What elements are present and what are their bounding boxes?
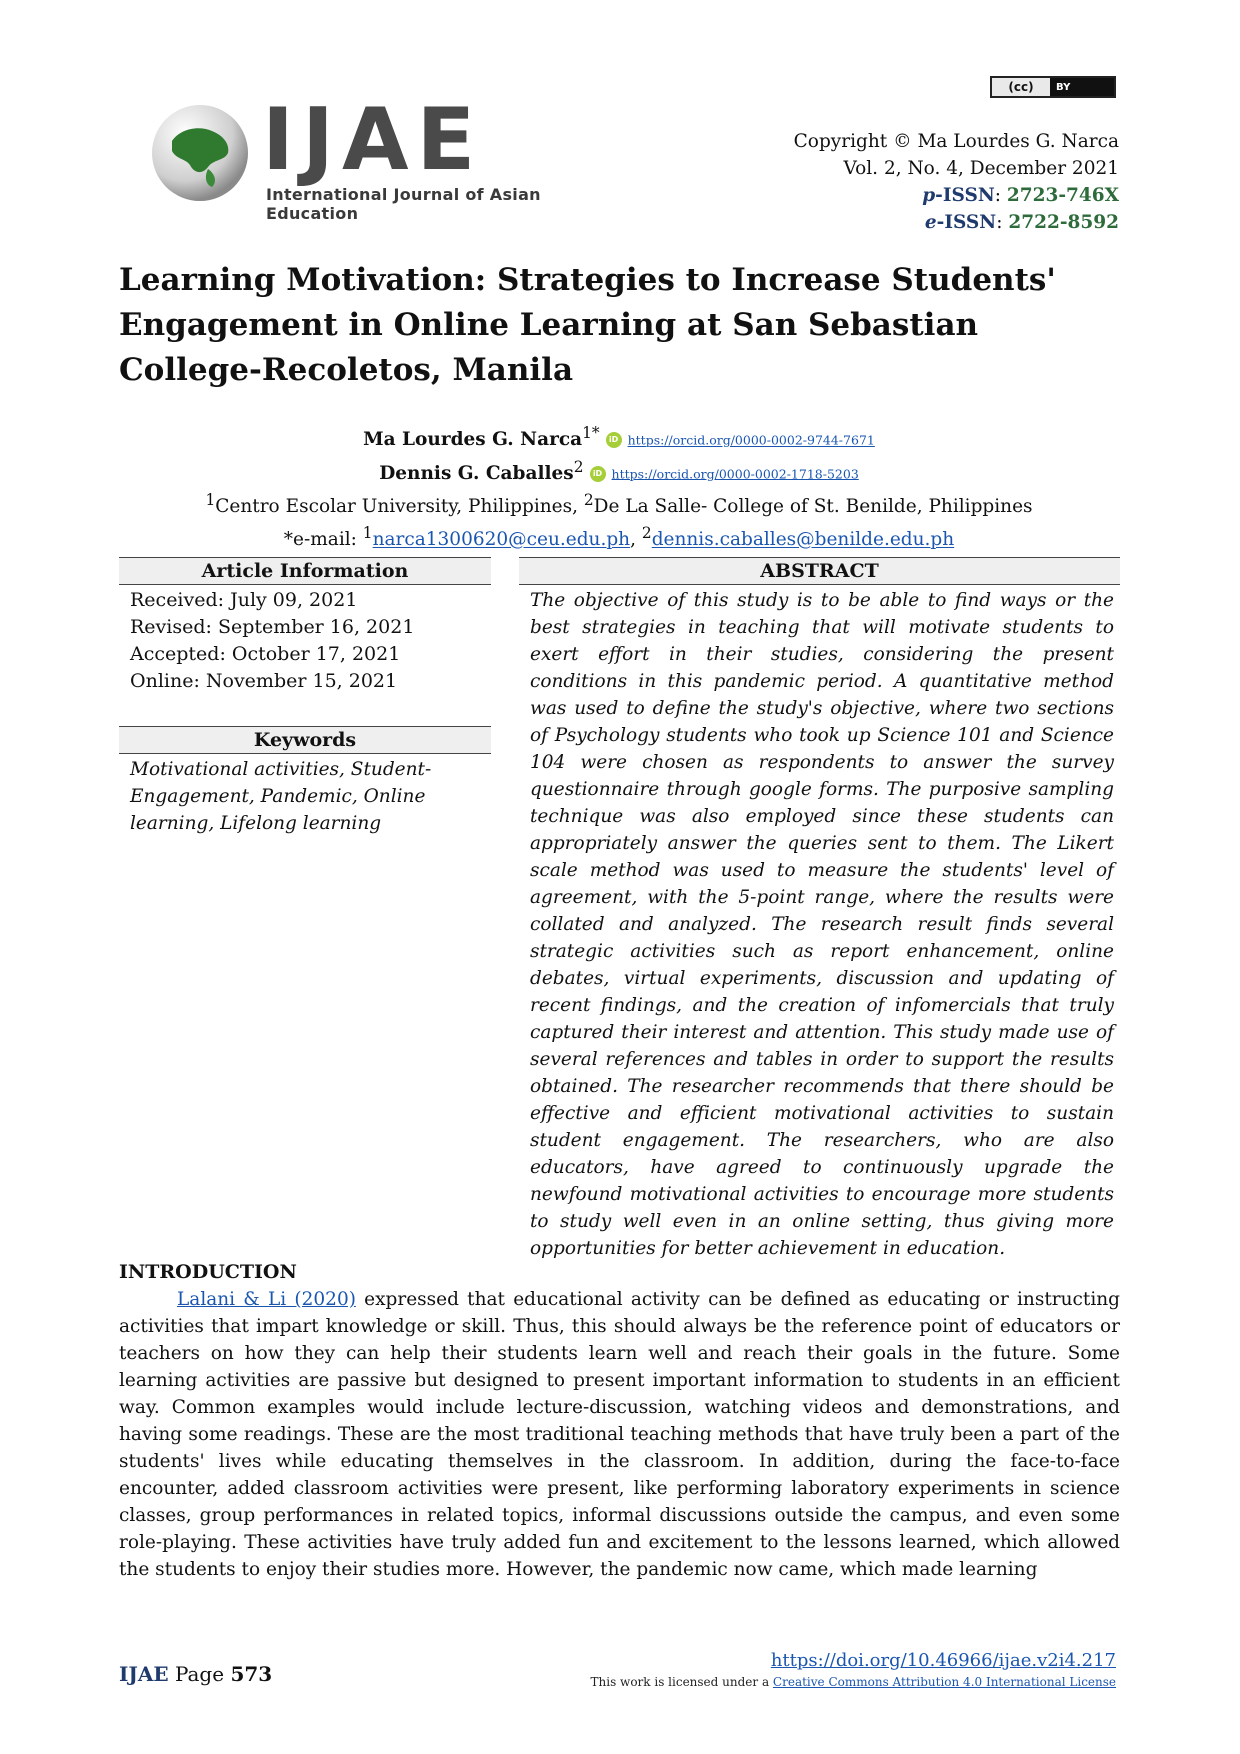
email-sup: 1 xyxy=(362,524,373,543)
author-name: Ma Lourdes G. Narca xyxy=(363,429,583,451)
abstract-panel xyxy=(519,557,1120,1262)
copyright-block xyxy=(794,128,1119,236)
author-name: Dennis G. Caballes xyxy=(379,462,574,484)
license-link[interactable]: Creative Commons Attribution 4.0 International License xyxy=(772,1675,1116,1689)
keywords-text: Motivational activities, Student-Engagement, Pandemic, Online learning, Lifelong learning xyxy=(130,759,432,834)
author-2 xyxy=(119,454,1119,488)
email-separator: , xyxy=(630,529,642,551)
received-date: Received: July 09, 2021 xyxy=(130,589,358,611)
authors-block xyxy=(119,420,1119,554)
email-link-1[interactable]: narca1300620@ceu.edu.ph xyxy=(372,529,631,551)
volume-line: Vol. 2, No. 4, December 2021 xyxy=(843,158,1119,179)
by-label: BY xyxy=(1050,78,1114,96)
page-footer xyxy=(119,1662,272,1686)
cc-icon: (cc) xyxy=(992,78,1050,96)
orcid-link[interactable]: https://orcid.org/0000-0002-9744-7671 xyxy=(627,432,875,448)
cc-by-badge[interactable] xyxy=(990,76,1116,98)
license-prefix: This work is licensed under a xyxy=(590,1675,773,1689)
affiliation-line xyxy=(119,487,1119,520)
email-line xyxy=(119,520,1119,553)
revised-date: Revised: September 16, 2021 xyxy=(130,616,415,638)
accepted-date: Accepted: October 17, 2021 xyxy=(130,643,401,665)
paper-title: Learning Motivation: Strategies to Increase Students' Engagement in Online Learning at San Sebastian College-Recoletos, Manila xyxy=(119,262,1056,388)
email-sup: 2 xyxy=(641,524,652,543)
email-link-2[interactable]: dennis.caballes@benilde.edu.ph xyxy=(651,529,955,551)
abstract-heading: ABSTRACT xyxy=(519,557,1120,585)
abstract-text: The objective of this study is to be able to find ways or the best strategies in teaching that will motivate students to exert effort in their studies, considering the present conditions in this pandemic period. A quantitative method was used to define the study's objective, where two sections of Psychology students who took up Science 101 and Science 104 were chosen as respondents to answer the survey questionnaire through google forms. The purposive sampling technique was also employed since these students can appropriately answer the queries sent to them. The Likert scale method was used to measure the students' level of agreement, with the 5-point range, where the results were collated and analyzed. The research result finds several strategic activities such as report enhancement, online debates, virtual experiments, discussion and updating of recent findings, and the creation of infomercials that truly captured their interest and attention. This study made use of several references and tables in order to support the results obtained. The researcher recommends that there should be effective and efficient motivational activities to sustain student engagement. The researchers, who are also educators, have agreed to continuously upgrade the newfound motivational activities to encourage more students to study well even in an online setting, thus giving more opportunities for better achievement in education. xyxy=(530,590,1114,1259)
keywords-heading: Keywords xyxy=(119,726,491,754)
email-label: *e-mail: xyxy=(283,529,363,551)
journal-wordmark: IJAE xyxy=(262,90,484,190)
article-info-heading: Article Information xyxy=(119,557,491,585)
page-number: 573 xyxy=(230,1662,273,1686)
affiliation-1: Centro Escolar University, Philippines, xyxy=(215,496,584,518)
p-issn-line: p-ISSN: 2723-746X xyxy=(922,185,1119,206)
p-issn-prefix: p xyxy=(922,185,936,206)
introduction-paragraph xyxy=(119,1286,1120,1583)
copyright-line: Copyright © Ma Lourdes G. Narca xyxy=(793,131,1119,152)
author-1 xyxy=(119,420,1119,454)
article-info-panel xyxy=(119,557,491,837)
license-line xyxy=(591,1675,1117,1689)
footer-journal: IJAE xyxy=(119,1662,169,1686)
e-issn-line: e-ISSN: 2722-8592 xyxy=(924,212,1119,233)
introduction-heading: INTRODUCTION xyxy=(119,1261,297,1283)
e-issn-value: 2722-8592 xyxy=(1008,212,1119,233)
journal-name: International Journal of Asian Education xyxy=(266,185,541,223)
author-sup: 2 xyxy=(573,457,584,476)
introduction-section xyxy=(119,1259,1120,1583)
aff-sup: 1 xyxy=(205,491,216,510)
footer-page-label: Page xyxy=(168,1662,231,1686)
author-sup: 1* xyxy=(582,424,600,442)
introduction-text: expressed that educational activity can be defined as educating or instructing activities that impart knowledge or skill. Thus, this should always be the reference point of educators or teachers on how they can help their students learn well and reach their goals in the future. Some learning activities are passive but designed to present important information to students in an efficient way. Common examples would include lecture-discussion, watching videos and demonstrations, and having some readings. These are the most traditional teaching methods that have truly been a part of the students' lives while educating themselves in the classroom. In addition, during the face-to-face encounter, added classroom activities were present, like performing laboratory experiments in science classes, group performances in related topics, informal discussions outside the campus, and even some role-playing. These activities have truly added fun and excitement to the lessons learned, which allowed the students to enjoy their studies more. However, the pandemic now came, which made learning xyxy=(119,1289,1120,1580)
e-issn-prefix: e xyxy=(924,212,937,233)
affiliation-2: De La Salle- College of St. Benilde, Philippines xyxy=(593,496,1033,518)
orcid-icon: iD xyxy=(590,466,606,482)
citation-link[interactable]: Lalani & Li (2020) xyxy=(177,1289,356,1310)
orcid-icon: iD xyxy=(606,432,622,448)
globe-icon xyxy=(150,103,250,203)
online-date: Online: November 15, 2021 xyxy=(130,670,398,692)
orcid-link[interactable]: https://orcid.org/0000-0002-1718-5203 xyxy=(611,466,859,482)
e-issn-label: -ISSN xyxy=(936,212,997,233)
journal-logo xyxy=(150,90,590,223)
article-dates xyxy=(119,585,491,695)
p-issn-label: -ISSN xyxy=(935,185,995,206)
doi-link[interactable]: https://doi.org/10.46966/ijae.v2i4.217 xyxy=(770,1650,1116,1671)
aff-sup: 2 xyxy=(583,491,594,510)
p-issn-value: 2723-746X xyxy=(1006,185,1119,206)
